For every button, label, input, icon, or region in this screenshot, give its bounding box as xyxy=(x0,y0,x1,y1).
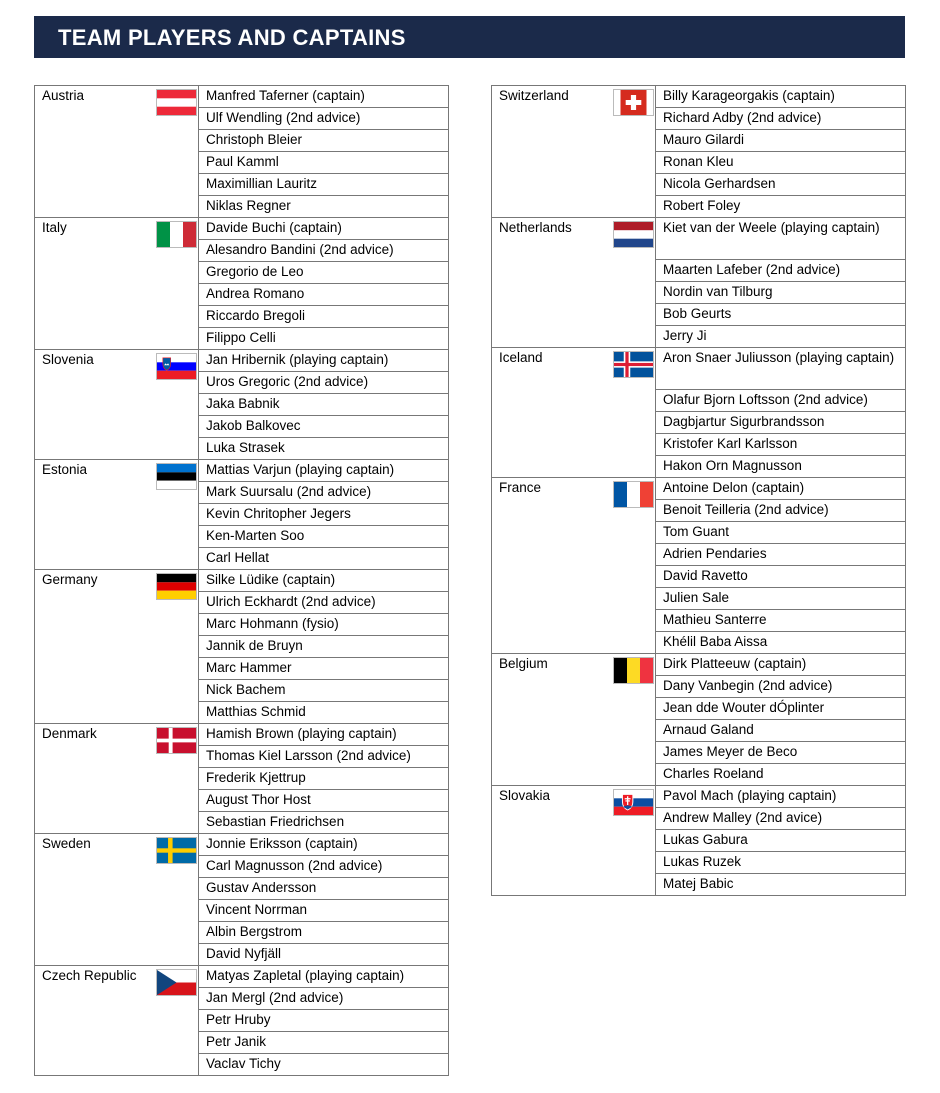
country-name: Czech Republic xyxy=(42,968,137,983)
page-header xyxy=(34,16,905,58)
table-row xyxy=(35,834,449,856)
player-cell: Arnaud Galand xyxy=(656,720,906,742)
player-cell: Mattias Varjun (playing captain) xyxy=(199,460,449,482)
player-cell: Silke Lüdike (captain) xyxy=(199,570,449,592)
player-cell: Jean dde Wouter dÓplinter xyxy=(656,698,906,720)
player-cell: James Meyer de Beco xyxy=(656,742,906,764)
player-cell: Charles Roeland xyxy=(656,764,906,786)
country-name: Estonia xyxy=(42,462,88,477)
country-cell-netherlands xyxy=(492,218,656,348)
table-row xyxy=(492,86,906,108)
player-cell: Julien Sale xyxy=(656,588,906,610)
player-cell: Dagbjartur Sigurbrandsson xyxy=(656,412,906,434)
player-cell: Andrea Romano xyxy=(199,284,449,306)
table-row xyxy=(492,478,906,500)
player-cell: Dany Vanbegin (2nd advice) xyxy=(656,676,906,698)
player-cell: Matej Babic xyxy=(656,874,906,896)
country-cell-estonia xyxy=(35,460,199,570)
player-cell: Jan Hribernik (playing captain) xyxy=(199,350,449,372)
slovakia-flag-icon xyxy=(613,789,654,816)
player-cell: Sebastian Friedrichsen xyxy=(199,812,449,834)
player-cell: Antoine Delon (captain) xyxy=(656,478,906,500)
player-cell: Bob Geurts xyxy=(656,304,906,326)
player-cell: Gregorio de Leo xyxy=(199,262,449,284)
player-cell: Thomas Kiel Larsson (2nd advice) xyxy=(199,746,449,768)
country-cell-czech-republic xyxy=(35,966,199,1076)
player-cell: Riccardo Bregoli xyxy=(199,306,449,328)
table-row xyxy=(492,348,906,390)
country-cell-belgium xyxy=(492,654,656,786)
table-row xyxy=(35,570,449,592)
belgium-flag-icon xyxy=(613,657,654,684)
player-cell: Aron Snaer Juliusson (playing captain) xyxy=(656,348,906,390)
sweden-flag-icon xyxy=(156,837,197,864)
switzerland-flag-icon xyxy=(613,89,654,116)
table-row xyxy=(492,654,906,676)
player-cell: Frederik Kjettrup xyxy=(199,768,449,790)
player-cell: Robert Foley xyxy=(656,196,906,218)
iceland-flag-icon xyxy=(613,351,654,378)
player-cell: Marc Hohmann (fysio) xyxy=(199,614,449,636)
country-name: Belgium xyxy=(499,656,548,671)
denmark-flag-icon xyxy=(156,727,197,754)
player-cell: Olafur Bjorn Loftsson (2nd advice) xyxy=(656,390,906,412)
player-cell: Tom Guant xyxy=(656,522,906,544)
player-cell: David Ravetto xyxy=(656,566,906,588)
player-cell: Nicola Gerhardsen xyxy=(656,174,906,196)
country-name: Denmark xyxy=(42,726,97,741)
player-cell: Maximillian Lauritz xyxy=(199,174,449,196)
player-cell: Albin Bergstrom xyxy=(199,922,449,944)
country-name: Switzerland xyxy=(499,88,569,103)
country-cell-slovenia xyxy=(35,350,199,460)
country-cell-france xyxy=(492,478,656,654)
country-name: Slovakia xyxy=(499,788,551,803)
player-cell: Vaclav Tichy xyxy=(199,1054,449,1076)
player-cell: Carl Magnusson (2nd advice) xyxy=(199,856,449,878)
right-teams-table xyxy=(491,85,906,896)
country-name: France xyxy=(499,480,542,495)
player-cell: Ulrich Eckhardt (2nd advice) xyxy=(199,592,449,614)
player-cell: Petr Janik xyxy=(199,1032,449,1054)
player-cell: Maarten Lafeber (2nd advice) xyxy=(656,260,906,282)
czech-flag-icon xyxy=(156,969,197,996)
player-cell: Hamish Brown (playing captain) xyxy=(199,724,449,746)
table-row xyxy=(35,218,449,240)
country-name: Netherlands xyxy=(499,220,572,235)
player-cell: Carl Hellat xyxy=(199,548,449,570)
player-cell: Davide Buchi (captain) xyxy=(199,218,449,240)
player-cell: Matyas Zapletal (playing captain) xyxy=(199,966,449,988)
player-cell: Adrien Pendaries xyxy=(656,544,906,566)
country-name: Austria xyxy=(42,88,85,103)
player-cell: Manfred Taferner (captain) xyxy=(199,86,449,108)
austria-flag-icon xyxy=(156,89,197,116)
player-cell: Filippo Celli xyxy=(199,328,449,350)
player-cell: Kristofer Karl Karlsson xyxy=(656,434,906,456)
country-cell-slovakia xyxy=(492,786,656,896)
player-cell: Hakon Orn Magnusson xyxy=(656,456,906,478)
player-cell: Nick Bachem xyxy=(199,680,449,702)
player-cell: Jannik de Bruyn xyxy=(199,636,449,658)
germany-flag-icon xyxy=(156,573,197,600)
player-cell: Dirk Platteeuw (captain) xyxy=(656,654,906,676)
player-cell: Ronan Kleu xyxy=(656,152,906,174)
france-flag-icon xyxy=(613,481,654,508)
player-cell: Khélil Baba Aissa xyxy=(656,632,906,654)
player-cell: Christoph Bleier xyxy=(199,130,449,152)
player-cell: Nordin van Tilburg xyxy=(656,282,906,304)
player-cell: Benoit Teilleria (2nd advice) xyxy=(656,500,906,522)
player-cell: David Nyfjäll xyxy=(199,944,449,966)
table-row xyxy=(492,786,906,808)
table-row xyxy=(35,460,449,482)
table-row xyxy=(492,218,906,260)
player-cell: Lukas Ruzek xyxy=(656,852,906,874)
player-cell: Jakob Balkovec xyxy=(199,416,449,438)
player-cell: Alesandro Bandini (2nd advice) xyxy=(199,240,449,262)
player-cell: Mark Suursalu (2nd advice) xyxy=(199,482,449,504)
country-name: Slovenia xyxy=(42,352,94,367)
player-cell: Richard Adby (2nd advice) xyxy=(656,108,906,130)
player-cell: Marc Hammer xyxy=(199,658,449,680)
player-cell: Jan Mergl (2nd advice) xyxy=(199,988,449,1010)
country-name: Italy xyxy=(42,220,67,235)
estonia-flag-icon xyxy=(156,463,197,490)
player-cell: Uros Gregoric (2nd advice) xyxy=(199,372,449,394)
country-name: Sweden xyxy=(42,836,91,851)
player-cell: Lukas Gabura xyxy=(656,830,906,852)
player-cell: Luka Strasek xyxy=(199,438,449,460)
page-title: TEAM PLAYERS AND CAPTAINS xyxy=(58,25,406,50)
player-cell: Vincent Norrman xyxy=(199,900,449,922)
country-cell-italy xyxy=(35,218,199,350)
player-cell: Andrew Malley (2nd avice) xyxy=(656,808,906,830)
country-name: Iceland xyxy=(499,350,543,365)
left-teams-table xyxy=(34,85,449,1076)
player-cell: Ken-Marten Soo xyxy=(199,526,449,548)
netherlands-flag-icon xyxy=(613,221,654,248)
player-cell: Niklas Regner xyxy=(199,196,449,218)
player-cell: Matthias Schmid xyxy=(199,702,449,724)
country-name: Germany xyxy=(42,572,98,587)
player-cell: Kevin Chritopher Jegers xyxy=(199,504,449,526)
table-row xyxy=(35,86,449,108)
player-cell: Billy Karageorgakis (captain) xyxy=(656,86,906,108)
country-cell-germany xyxy=(35,570,199,724)
country-cell-sweden xyxy=(35,834,199,966)
player-cell: Petr Hruby xyxy=(199,1010,449,1032)
country-cell-iceland xyxy=(492,348,656,478)
country-cell-switzerland xyxy=(492,86,656,218)
player-cell: Gustav Andersson xyxy=(199,878,449,900)
country-cell-denmark xyxy=(35,724,199,834)
player-cell: Mathieu Santerre xyxy=(656,610,906,632)
slovenia-flag-icon xyxy=(156,353,197,380)
country-cell-austria xyxy=(35,86,199,218)
table-row xyxy=(35,350,449,372)
player-cell: Kiet van der Weele (playing captain) xyxy=(656,218,906,260)
player-cell: August Thor Host xyxy=(199,790,449,812)
italy-flag-icon xyxy=(156,221,197,248)
player-cell: Pavol Mach (playing captain) xyxy=(656,786,906,808)
player-cell: Mauro Gilardi xyxy=(656,130,906,152)
player-cell: Jonnie Eriksson (captain) xyxy=(199,834,449,856)
table-row xyxy=(35,724,449,746)
player-cell: Jerry Ji xyxy=(656,326,906,348)
player-cell: Jaka Babnik xyxy=(199,394,449,416)
player-cell: Ulf Wendling (2nd advice) xyxy=(199,108,449,130)
table-row xyxy=(35,966,449,988)
player-cell: Paul Kamml xyxy=(199,152,449,174)
